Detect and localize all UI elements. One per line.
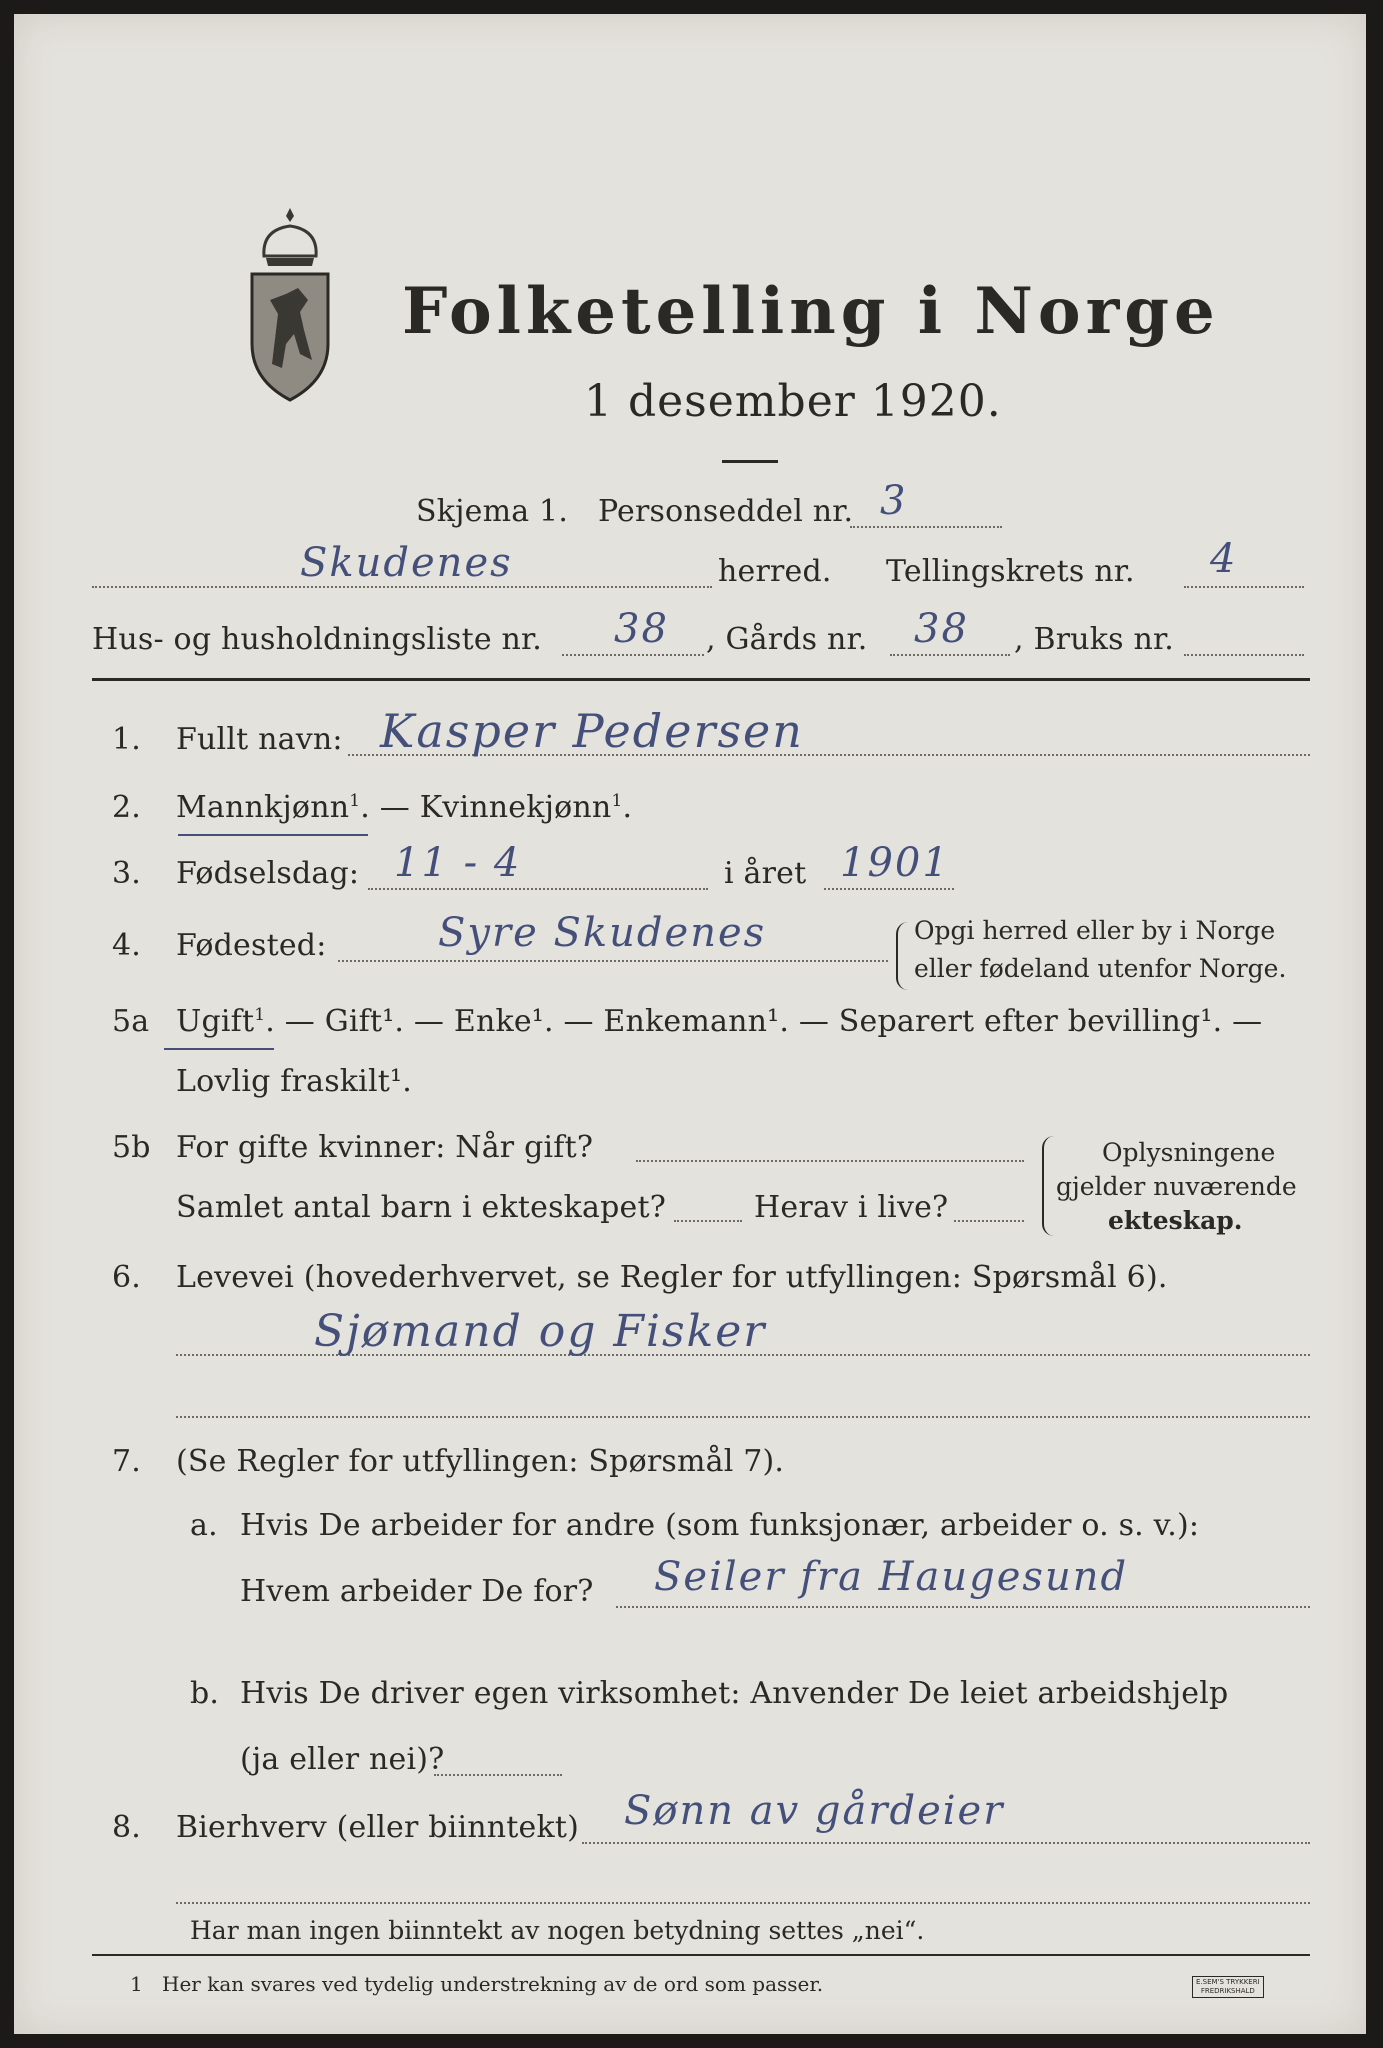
q4-note-line2: eller fødeland utenfor Norge. (914, 954, 1287, 983)
q6-label: Levevei (hovederhvervet, se Regler for utfyllingen: Spørsmål 6). (176, 1260, 1168, 1295)
q3-value: 11 - 4 (394, 840, 522, 886)
q5a-line2: Lovlig fraskilt¹. (176, 1064, 412, 1099)
q7b-line (434, 1774, 562, 1776)
personseddel-label: Personseddel nr. (598, 494, 854, 529)
q5b-label2: Samlet antal barn i ekteskapet? (176, 1190, 667, 1225)
q5b-label1: For gifte kvinner: Når gift? (176, 1130, 594, 1165)
q8-line (582, 1842, 1310, 1844)
q6-value: Sjømand og Fisker (314, 1306, 767, 1357)
hus-label: Hus- og husholdningsliste nr. (92, 622, 543, 657)
tellingskrets-label: Tellingskrets nr. (886, 554, 1135, 589)
q7a-label2: Hvem arbeider De for? (240, 1574, 594, 1609)
q5b-note-line2: gjelder nuværende (1056, 1172, 1297, 1201)
q7a-marker: a. (190, 1508, 218, 1543)
printer-stamp: E.SEM'S TRYKKERI FREDRIKSHALD (1192, 1976, 1264, 1998)
q7b-label2: (ja eller nei)? (240, 1742, 445, 1777)
q4-line (338, 960, 888, 962)
q5b-note-line1: Oplysningene (1102, 1138, 1276, 1167)
q4-value: Syre Skudenes (438, 910, 767, 956)
q3-year-label: i året (724, 856, 807, 891)
q5b-number: 5b (112, 1130, 151, 1165)
herred-value: Skudenes (300, 540, 513, 586)
form-title: Folketelling i Norge (402, 274, 1220, 349)
biinntekt-note: Har man ingen biinntekt av nogen betydning settes „nei“. (190, 1916, 925, 1945)
footnote-text: Her kan svares ved tydelig understrekning av de ord som passer. (162, 1972, 824, 1996)
q1-value: Kasper Pedersen (380, 704, 804, 758)
q2-options: Mannkjønn$^1$. — Kvinnekjønn$^1$. (176, 790, 633, 825)
personseddel-value: 3 (880, 478, 908, 524)
q7-number: 7. (112, 1444, 142, 1479)
q1-label: Fullt navn: (176, 722, 343, 757)
personseddel-line (850, 526, 1002, 528)
q4-number: 4. (112, 928, 142, 963)
q7a-value: Seiler fra Haugesund (654, 1554, 1129, 1600)
norwegian-lion-coat-of-arms-icon (242, 204, 338, 404)
q5a-underline-ugift (164, 1048, 274, 1050)
q2-kvinnekjonn: Kvinnekjønn (419, 790, 612, 825)
gards-line (890, 654, 1010, 656)
title-divider (722, 460, 778, 463)
q5b-line2 (674, 1220, 742, 1222)
q1-number: 1. (112, 722, 142, 757)
q7-label: (Se Regler for utfyllingen: Spørsmål 7). (176, 1444, 785, 1479)
q5b-note-line3: ekteskap. (1108, 1206, 1243, 1235)
q5b-label3: Herav i live? (754, 1190, 949, 1225)
bruks-line (1184, 654, 1304, 656)
q4-label: Fødested: (176, 928, 327, 963)
q2-mannkjonn: Mannkjønn (176, 790, 350, 825)
q3-label: Fødselsdag: (176, 856, 360, 891)
q8-number: 8. (112, 1810, 142, 1845)
q3-line (368, 888, 708, 890)
gards-label: , Gårds nr. (706, 622, 868, 657)
q5b-line3 (954, 1220, 1024, 1222)
q7a-line (616, 1606, 1310, 1608)
census-form-sheet (14, 14, 1366, 2034)
q3-number: 3. (112, 856, 142, 891)
q6-line2 (176, 1416, 1310, 1418)
q2-separator: . — (360, 790, 420, 825)
q6-number: 6. (112, 1260, 142, 1295)
schema-label: Skjema 1. (416, 494, 569, 529)
gards-value: 38 (914, 606, 969, 652)
footer-rule (92, 1954, 1310, 1956)
q4-note-line1: Opgi herred eller by i Norge (914, 916, 1276, 945)
q7b-label: Hvis De driver egen virksomhet: Anvender De leiet arbeidshjelp (240, 1676, 1229, 1711)
bruks-label: , Bruks nr. (1014, 622, 1174, 657)
q3-year-line (824, 888, 954, 890)
q5a-options: Ugift$^1$. — Gift¹. — Enke¹. — Enkemann¹. — Separert efter bevilling¹. — (176, 1004, 1263, 1039)
hus-line (562, 654, 704, 656)
q7a-label: Hvis De arbeider for andre (som funksjonær, arbeider o. s. v.): (240, 1508, 1200, 1543)
tellingskrets-value: 4 (1210, 536, 1238, 582)
q2-number: 2. (112, 790, 142, 825)
q5b-line1 (636, 1160, 1024, 1162)
q8-label: Bierhverv (eller biinntekt) (176, 1810, 580, 1845)
census-date: 1 desember 1920. (584, 376, 1002, 427)
q8-value: Sønn av gårdeier (624, 1788, 1005, 1834)
q3-year-value: 1901 (840, 840, 950, 886)
q5a-number: 5a (112, 1004, 150, 1039)
q5a-ugift: Ugift (176, 1004, 255, 1039)
q5a-other-options: . — Gift¹. — Enke¹. — Enkemann¹. — Separert efter bevilling¹. — (265, 1004, 1263, 1039)
header-rule (92, 678, 1310, 681)
q8-line2 (176, 1902, 1310, 1904)
q4-note-bracket (896, 922, 908, 990)
herred-line (92, 586, 712, 588)
herred-label: herred. (718, 554, 832, 589)
q5b-note-bracket (1042, 1136, 1054, 1236)
hus-value: 38 (614, 606, 669, 652)
q2-underline-mannkjonn (178, 834, 368, 836)
tellingskrets-line (1184, 586, 1304, 588)
footnote-mark: 1 (130, 1972, 143, 1996)
q7b-marker: b. (190, 1676, 220, 1711)
